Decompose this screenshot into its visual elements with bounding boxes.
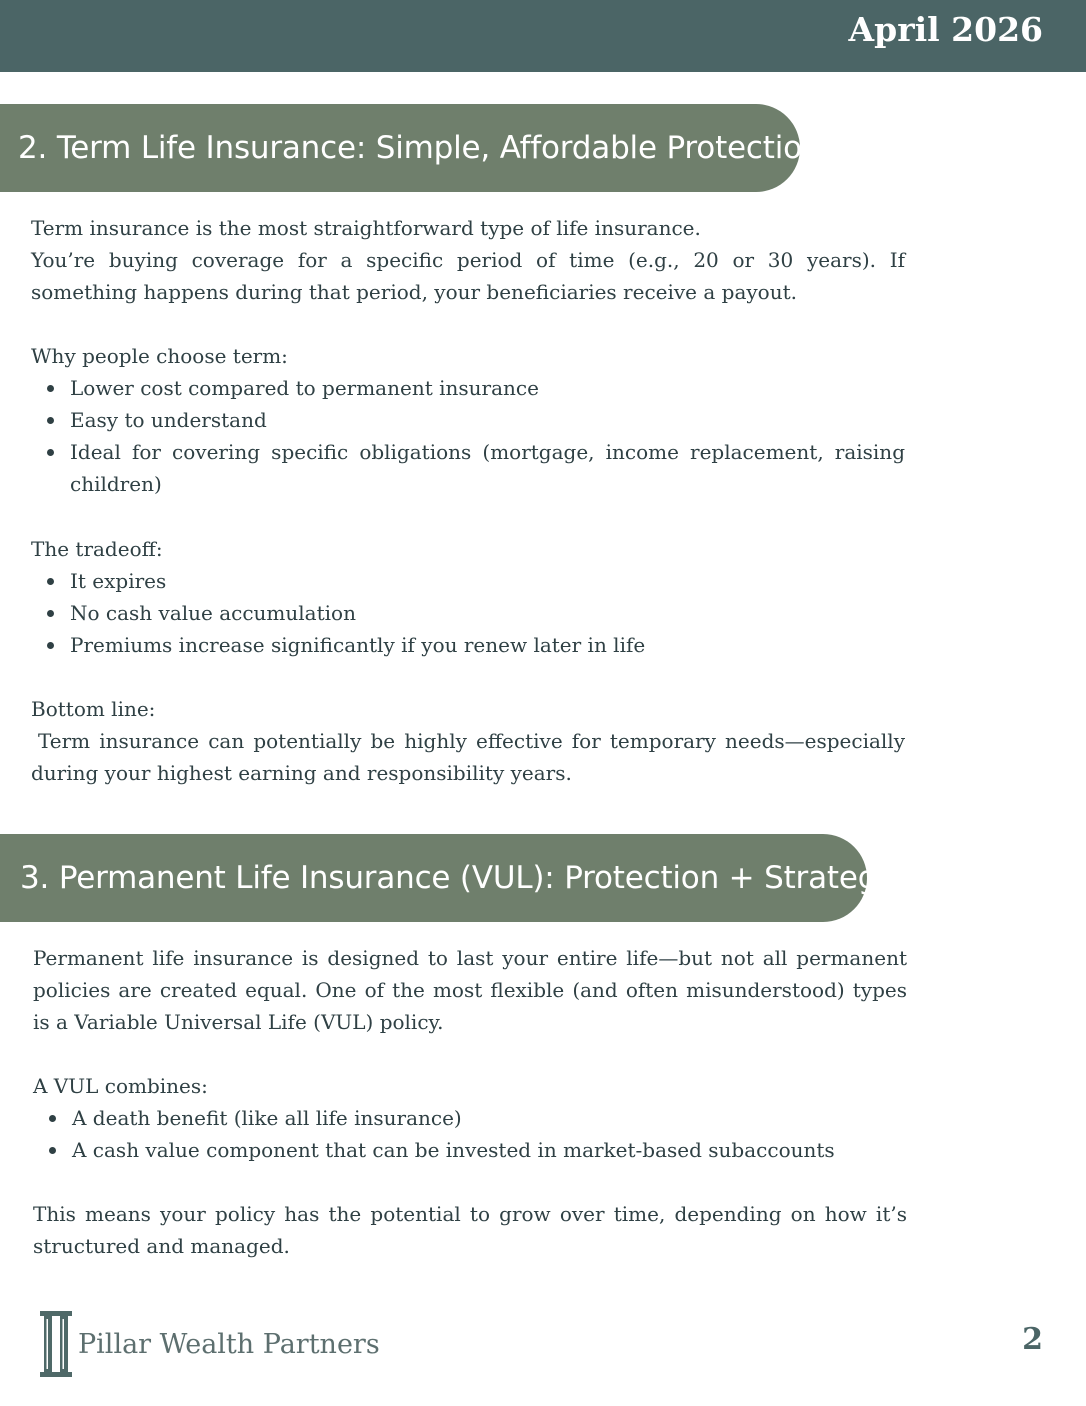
list-item: Ideal for covering specific obligations (mortgage, income replacement, raising children) [31,436,905,500]
header-date: April 2026 [848,10,1043,49]
section-3-banner [0,834,896,922]
footer-logo [40,1311,380,1377]
bottom-line-text: Term insurance can potentially be highly effective for temporary needs—especially during your highest earning and responsibility years. [31,729,905,785]
why-list [31,372,905,500]
bottom-line-heading: Bottom line: [31,697,156,721]
list-item: It expires [31,565,905,597]
list-item: Premiums increase significantly if you renew later in life [31,629,905,661]
section-2-intro-line-1: Term insurance is the most straightforward type of life insurance. [31,216,701,240]
list-item: No cash value accumulation [31,597,905,629]
brand-name: Pillar Wealth Partners [78,1328,380,1360]
section-2-intro-line-2: You’re buying coverage for a specific period of time (e.g., 20 or 30 years). If something happens during that period, your beneficiaries receive a payout. [31,248,905,304]
list-item: Easy to understand [31,404,905,436]
section-2-title: 2. Term Life Insurance: Simple, Affordable Protection [18,130,822,166]
list-item: A death benefit (like all life insurance) [33,1102,907,1134]
list-item: A cash value component that can be invested in market-based subaccounts [33,1134,907,1166]
combines-heading: A VUL combines: [33,1074,208,1098]
list-item: Lower cost compared to permanent insurance [31,372,905,404]
tradeoff-heading: The tradeoff: [31,537,163,561]
section-3-title: 3. Permanent Life Insurance (VUL): Protection + Strategy [20,860,896,896]
page-number: 2 [1022,1322,1043,1357]
pillar-icon [40,1311,72,1377]
combines-list [33,1102,907,1166]
section-2-banner [0,104,822,192]
section-3-body [33,942,907,1262]
section-3-intro: Permanent life insurance is designed to last your entire life—but not all permanent policies are created equal. One of the most flexible (and often misunderstood) types is a Variable Universal Life (VUL) policy. [33,946,907,1034]
tradeoff-list [31,565,905,661]
section-3-closing: This means your policy has the potential to grow over time, depending on how it’s structured and managed. [33,1202,907,1258]
why-heading: Why people choose term: [31,344,288,368]
section-2-body [31,212,905,789]
header-bar [0,0,1086,72]
